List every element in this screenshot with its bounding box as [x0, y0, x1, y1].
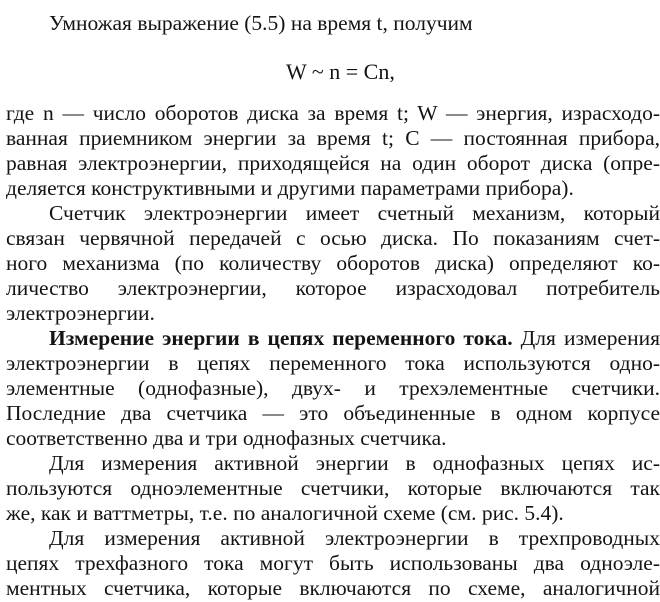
formula: W ~ n = Cn,: [286, 59, 395, 84]
paragraph-first-line: Для измерения активной энергии в однофазных цепях ис-: [49, 451, 660, 475]
text-line: ванная приемником энергии за время t; C — постоянная прибора,: [6, 126, 660, 150]
text-line: где n — число оборотов диска за время t; W — энергия, израсходо-: [6, 101, 660, 125]
text-line: Умножая выражение (5.5) на время t, получим: [49, 11, 473, 35]
text-line: цепях трехфазного тока могут быть использованы два одноэле-: [6, 551, 660, 575]
text-line: электроэнергии в цепях переменного тока используются одно-: [6, 351, 660, 375]
section-heading-line: [49, 325, 660, 351]
text-line: ментных счетчика, которые включаются по схеме, аналогичной: [6, 576, 660, 600]
text-line: ного механизма (по количеству оборотов диска) определяют ко-: [6, 251, 660, 275]
text-line: соответственно два и три однофазных счетчика.: [6, 426, 447, 450]
text-line: же, как и ваттметры, т.е. по аналогичной схеме (см. рис. 5.4).: [6, 501, 564, 525]
text-line: личество электроэнергии, которое израсходовал потребитель: [6, 276, 660, 300]
section-heading: Измерение энергии в цепях переменного тока.: [49, 326, 513, 350]
text-fragment: Для измерения: [512, 326, 660, 350]
text-line: равная электроэнергии, приходящейся на один оборот диска (опре-: [6, 151, 660, 175]
text-line: связан червячной передачей с осью диска. По показаниям счет-: [6, 226, 660, 250]
paragraph-first-line: Для измерения активной электроэнергии в трехпроводных: [49, 526, 660, 550]
text-line: электроэнергии.: [6, 301, 155, 325]
text-line: деляется конструктивными и другими параметрами прибора).: [6, 176, 574, 200]
paragraph-first-line: Счетчик электроэнергии имеет счетный механизм, который: [49, 201, 660, 225]
text-line: Последние два счетчика — это объединенные в одном корпусе: [6, 401, 660, 425]
text-line: пользуются одноэлементные счетчики, которые включаются так: [6, 476, 660, 500]
text-line: элементные (однофазные), двух- и трехэлементные счетчики.: [6, 376, 660, 400]
